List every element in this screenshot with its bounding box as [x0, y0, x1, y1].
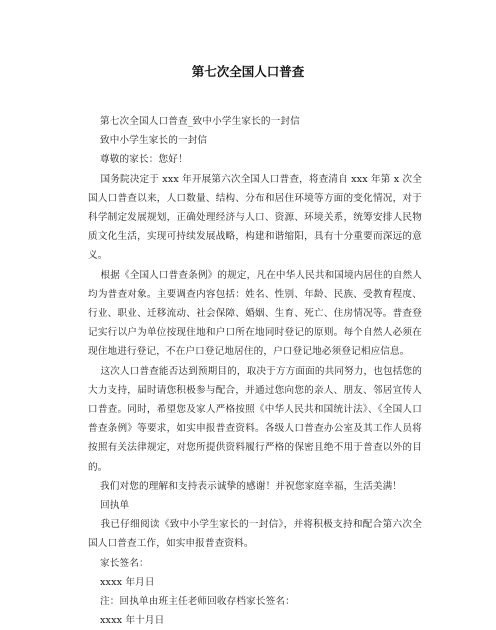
parent-signature-label: 家长签名：	[100, 557, 149, 569]
salutation: 尊敬的家长：您好！	[100, 154, 188, 166]
paragraph-census-purpose: 国务院决定于 xxx 年开展第六次全国人口普查，将查清自 xxx 年第 x 次全国人口普查以来，人口数量、结构、分布和居住环境等方面的变化情况，对于科学制定发展规划，正确处理经济与人口、资源、环境关系，统筹安排人民物质文化生活，实现可持续发展战略，构建和谐缩阳，具有十分重要而深远的意义。	[88, 173, 422, 262]
paragraph-thanks: 我们对您的理解和支持表示诚挚的感谢！并祝您家庭幸福，生活美满！	[100, 480, 403, 492]
document-title: 第七次全国人口普查	[191, 64, 305, 79]
letter-heading: 致中小学生家长的一封信	[100, 135, 208, 147]
paragraph-cooperation: 这次人口普查能否达到预期目的，取决于方方面面的共同努力，也包括您的大力支持，届时请您积极参与配合，并通过您向您的亲人、朋友、邻居宣传人口普查。同时，希望您及家人严格按照《中华人民共和国统计法》、《全国人口普查条例》等要求，如实申报普查资料。各级人口普查办公室及其工作人员将按照有关法律规定，对您所提供资料履行严格的保密且绝不用于普查以外的目的。	[88, 365, 423, 473]
note-date: xxxx 年十月日	[100, 615, 165, 627]
receipt-heading: 回执单	[100, 500, 130, 512]
receipt-note: 注：回执单由班主任老师回收存档家长签名：	[100, 596, 295, 608]
document-body	[88, 112, 422, 630]
signature-date: xxxx 年月日	[100, 576, 155, 588]
receipt-statement: 我已仔细阅读《致中小学生家长的一封信》，并将积极支持和配合第六次全国人口普查工作，如实申报普查资料。	[88, 519, 422, 550]
subtitle-line: 第七次全国人口普查_致中小学生家长的一封信	[100, 116, 300, 127]
paragraph-census-scope: 根据《全国人口普查条例》的规定，凡在中华人民共和国境内居住的自然人均为普查对象。主要调查内容包括：姓名、性别、年龄、民族、受教育程度、行业、职业、迁移流动、社会保障、婚姻、生育、死亡、住房情况等。普查登记实行以户为单位按现住地和户口所在地同时登记的原则。每个自然人必须在现住地进行登记，不在户口登记地居住的，户口登记地必须登记相应信息。	[88, 269, 423, 358]
